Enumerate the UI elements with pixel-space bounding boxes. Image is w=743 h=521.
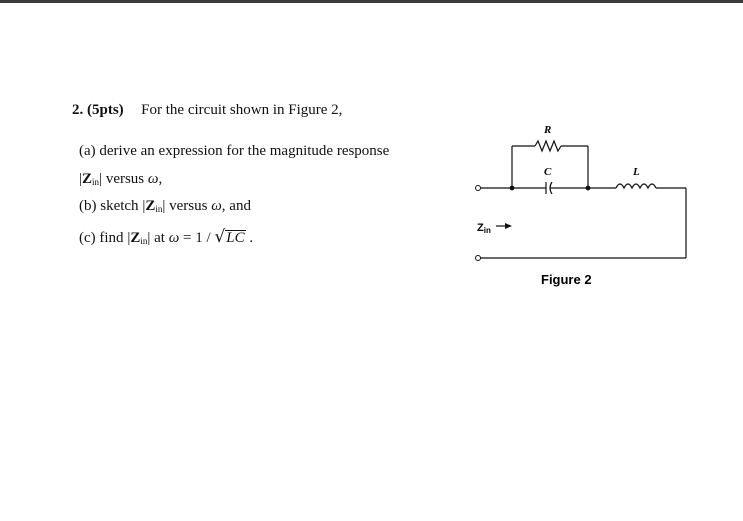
input-terminal-bottom [476, 256, 481, 261]
omega-symbol: ω [211, 198, 222, 214]
label-c: C [544, 166, 552, 178]
equals-text: = 1 / [179, 230, 215, 246]
problem-intro: For the circuit shown in Figure 2, [141, 102, 343, 118]
z-symbol: Z [82, 171, 93, 187]
part-b-line: (b) sketch |Zin| versus ω, and [79, 198, 251, 214]
problem-points: (5pts) [87, 102, 124, 118]
radicand: LC [226, 230, 245, 246]
part-c-end: . [245, 230, 254, 246]
z-symbol: Z [130, 230, 141, 246]
part-a-line1: (a) derive an expression for the magnitude response [79, 143, 390, 159]
inductor-symbol [616, 184, 656, 188]
omega-symbol: ω [168, 230, 180, 246]
problem-number: 2. [72, 102, 84, 118]
z-subscript: in [92, 177, 100, 187]
label-l: L [633, 166, 640, 178]
resistor-symbol [535, 141, 561, 151]
label-zin-main: Z [477, 222, 484, 234]
part-b-prefix: (b) sketch [79, 198, 143, 214]
omega-symbol: ω [147, 171, 159, 187]
part-a-line2: |Zin| versus ω, [79, 171, 163, 187]
part-c-line: (c) find |Zin| at ω = 1 / √LC . [79, 227, 254, 247]
versus-text: versus [165, 198, 212, 214]
junction-right [586, 186, 591, 191]
sqrt-sign: √ [214, 227, 226, 247]
z-subscript: in [140, 236, 148, 246]
part-b-end: , and [221, 198, 251, 214]
input-terminal-top [476, 186, 481, 191]
part-c-prefix: (c) find [79, 230, 128, 246]
label-zin-sub: in [483, 226, 491, 235]
label-r: R [544, 124, 552, 136]
z-symbol: Z [145, 198, 156, 214]
zin-arrow-head [505, 223, 512, 229]
part-a-comma: , [158, 171, 163, 187]
junction-left [510, 186, 515, 191]
label-zin [477, 222, 491, 235]
at-text: at [150, 230, 169, 246]
z-subscript: in [155, 204, 163, 214]
figure-caption: Figure 2 [541, 272, 592, 287]
versus-text: versus [102, 171, 148, 187]
